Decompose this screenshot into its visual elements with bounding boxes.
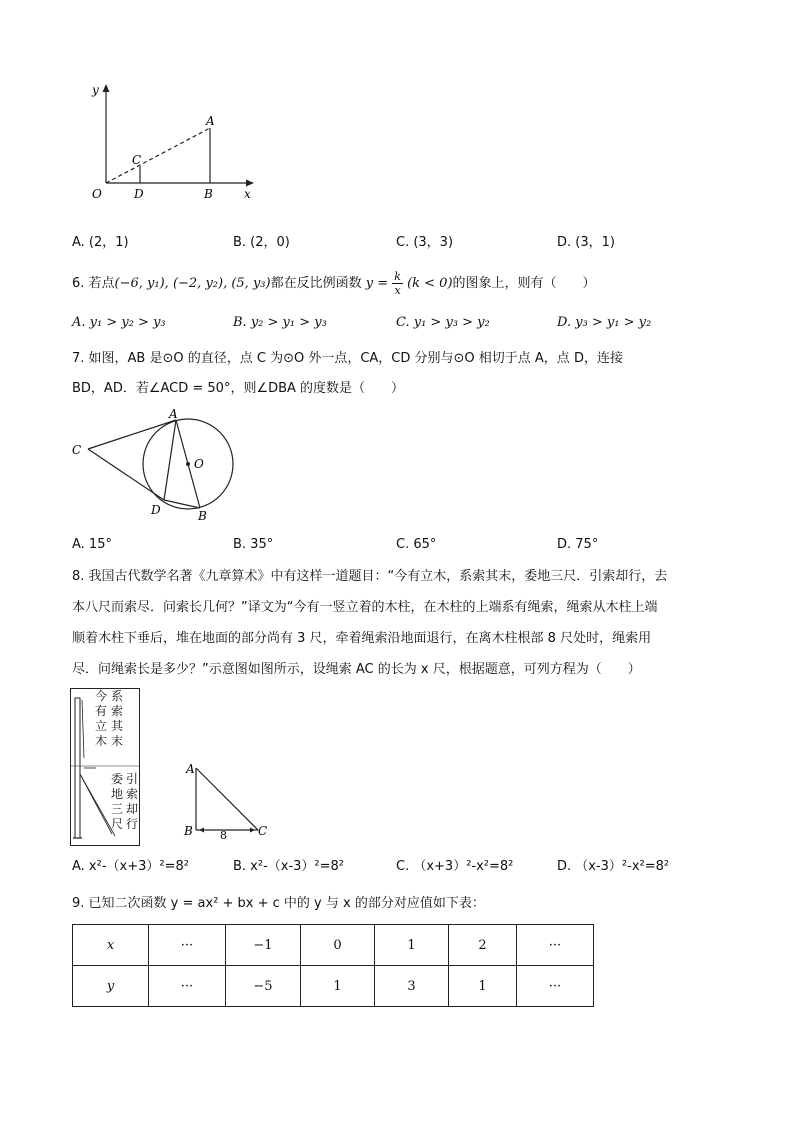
- table-cell: ···: [517, 925, 594, 966]
- q7-stem-line2: BD，AD．若∠ACD = 50°，则∠DBA 的度数是（ ）: [72, 381, 405, 396]
- q8-option-c: C. （x+3）²-x²=8²: [396, 859, 514, 874]
- q6-option-b: B. y₂ > y₁ > y₃: [233, 315, 327, 330]
- q5-option-d: D. (3，1): [557, 235, 615, 250]
- q8-picture-char: 末: [111, 734, 124, 748]
- table-cell: ···: [149, 925, 226, 966]
- q8-picture-char: 立: [95, 719, 108, 733]
- table-cell: 2: [449, 925, 517, 966]
- fig5-y-label: y: [92, 83, 99, 97]
- q8-picture-char: 索: [126, 787, 139, 801]
- fig7-c-label: C: [72, 443, 82, 457]
- q5-figure: [80, 78, 260, 206]
- tri-a-label: A: [186, 762, 195, 776]
- q6-fraction-num: k: [394, 270, 401, 283]
- q8-picture-char: 地: [111, 787, 124, 801]
- q8-picture-text-top-1: [95, 689, 108, 749]
- q8-picture-char: 其: [111, 719, 124, 733]
- q9-value-table: [72, 924, 594, 1007]
- q8-triangle-figure: [182, 760, 272, 840]
- tri-length-label: 8: [220, 829, 227, 840]
- q8-picture-char: 引: [126, 772, 139, 786]
- q8-option-d: D. （x-3）²-x²=8²: [557, 859, 670, 874]
- q7-stem-line1: 7. 如图，AB 是⊙O 的直径，点 C 为⊙O 外一点，CA，CD 分别与⊙O 相切于点 A，点 D，连接: [72, 351, 623, 366]
- table-cell: 0: [301, 925, 375, 966]
- table-cell: 1: [301, 966, 375, 1007]
- table-row: [73, 966, 594, 1007]
- q6-option-c: C. y₁ > y₃ > y₂: [396, 315, 490, 330]
- q8-picture-text-bot-1: [111, 772, 124, 832]
- q5-option-c: C. (3，3): [396, 235, 454, 250]
- q7-figure: [68, 404, 248, 526]
- q8-stem-line3: 顺着木柱下垂后，堆在地面的部分尚有 3 尺，牵着绳索沿地面退行，在离木柱根部 8 尺处时，绳索用: [72, 631, 652, 646]
- q8-stem-line2: 本八尺而索尽．问索长几何？”译文为“今有一竖立着的木柱，在木柱的上端系有绳索，绳索从木柱上端: [72, 600, 658, 615]
- q8-picture-char: 有: [95, 704, 108, 718]
- q8-picture-char: 委: [111, 772, 124, 786]
- q5-option-b: B. (2，0): [233, 235, 290, 250]
- tri-c-label: C: [258, 824, 268, 838]
- fig7-a-label: A: [169, 407, 178, 421]
- q6-fraction-den: x: [394, 284, 401, 297]
- q6-fraction: [392, 270, 403, 297]
- q6-mid: 都在反比例函数: [270, 276, 362, 291]
- q6-func-lhs: y =: [365, 276, 389, 291]
- q6-suffix: 的图象上，则有（ ）: [452, 276, 596, 291]
- q6-prefix: 6. 若点: [72, 276, 115, 291]
- table-cell: 1: [375, 925, 449, 966]
- table-cell: −5: [226, 966, 301, 1007]
- table-cell: ···: [517, 966, 594, 1007]
- table-cell: x: [73, 925, 149, 966]
- q8-picture-char: 却: [126, 802, 139, 816]
- q7-option-d: D. 75°: [557, 537, 599, 552]
- q8-picture-char: 三: [111, 802, 124, 816]
- fig5-o-label: O: [92, 187, 102, 201]
- table-cell: y: [73, 966, 149, 1007]
- q7-option-c: C. 65°: [396, 537, 437, 552]
- q6-points: (−6, y₁), (−2, y₂), (5, y₃): [114, 276, 271, 291]
- q7-option-b: B. 35°: [233, 537, 274, 552]
- q8-picture-char: 今: [95, 689, 108, 703]
- fig5-c-label: C: [132, 153, 142, 167]
- fig7-d-label: D: [151, 503, 161, 517]
- q8-picture-char: 索: [111, 704, 124, 718]
- q7-option-a: A. 15°: [72, 537, 112, 552]
- fig5-a-label: A: [206, 114, 215, 128]
- q8-stem-line1: 8. 我国古代数学名著《九章算术》中有这样一道题目：“今有立木，系索其末，委地三尺．引索却行，去: [72, 569, 668, 584]
- q8-stem-line4: 尽．问绳索长是多少？”示意图如图所示，设绳索 AC 的长为 x 尺，根据题意，可列方程为（ ）: [72, 662, 641, 677]
- q8-option-b: B. x²-（x-3）²=8²: [233, 859, 345, 874]
- q8-option-a: A. x²-（x+3）²=8²: [72, 859, 189, 874]
- q8-picture-char: 行: [126, 817, 139, 831]
- table-cell: −1: [226, 925, 301, 966]
- q8-picture-text-bot-2: [126, 772, 139, 832]
- q8-picture-text-top-2: [111, 689, 124, 749]
- fig5-d-label: D: [134, 187, 144, 201]
- tri-b-label: B: [184, 824, 193, 838]
- q6-option-d: D. y₃ > y₁ > y₂: [557, 315, 652, 330]
- q6-option-a: A. y₁ > y₂ > y₃: [72, 315, 166, 330]
- table-row: [73, 925, 594, 966]
- q8-picture-char: 尺: [111, 817, 124, 831]
- q8-picture-char: 木: [95, 734, 108, 748]
- table-cell: ···: [149, 966, 226, 1007]
- table-cell: 1: [449, 966, 517, 1007]
- fig7-o-label: O: [194, 457, 204, 471]
- table-cell: 3: [375, 966, 449, 1007]
- q9-stem: 9. 已知二次函数 y = ax² + bx + c 中的 y 与 x 的部分对应值如下表：: [72, 896, 485, 911]
- q8-picture-char: 系: [111, 689, 124, 703]
- fig7-b-label: B: [198, 509, 207, 523]
- fig5-x-label: x: [244, 187, 251, 201]
- q6-condition: (k < 0): [407, 276, 453, 291]
- fig5-b-label: B: [204, 187, 213, 201]
- q5-option-a: A. (2，1): [72, 235, 129, 250]
- q6-stem: [72, 270, 596, 297]
